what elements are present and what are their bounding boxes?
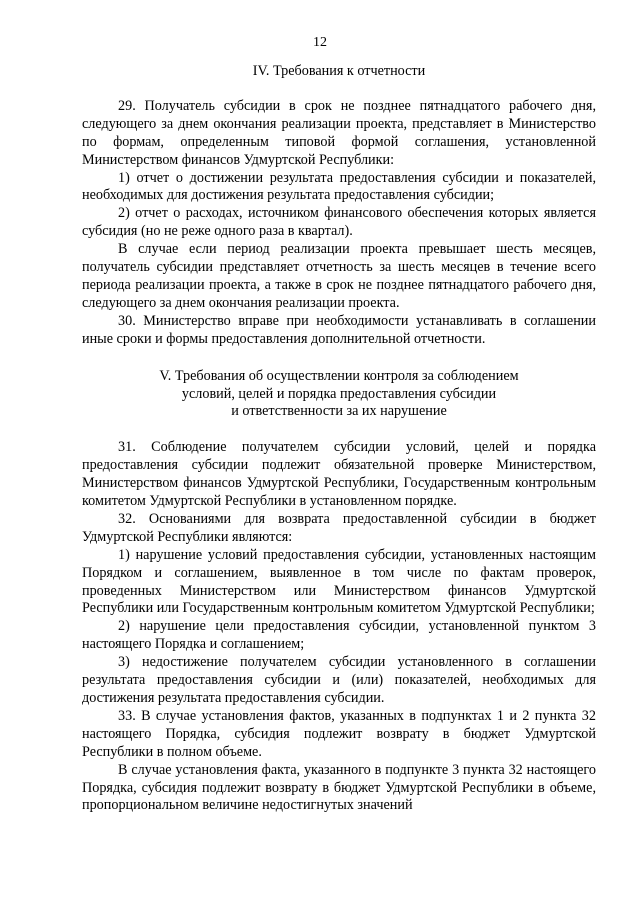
section-heading-4: IV. Требования к отчетности [252,63,426,79]
paragraph-31: 31. Соблюдение получателем субсидии условий, целей и порядка предоставления субсидии подлежит обязательной проверке Министерством, Министерством финансов Удмуртской Республики, Государственным контрольным комитетом Удмуртской Республики в установленном порядке. [82,439,596,510]
document-body [82,63,596,815]
paragraph-32: 32. Основаниями для возврата предоставленной субсидии в бюджет Удмуртской Республики являются: [82,510,596,545]
paragraph-33: 33. В случае установления фактов, указанных в подпунктах 1 и 2 пункта 32 настоящего Порядка, субсидия подлежит возврату в бюджет Удмуртской Республики в полном объеме. [82,707,596,760]
paragraph-29: 29. Получатель субсидии в срок не позднее пятнадцатого рабочего дня, следующего за днем окончания реализации проекта, представляет в Министерство по формам, определенным типовой формой соглашения, установленной Министерством финансов Удмуртской Республики: [82,97,596,168]
section-heading-5-line-1: V. Требования об осуществлении контроля за соблюдением [159,367,519,384]
paragraph-29-item-2: 2) отчет о расходах, источником финансового обеспечения которых является субсидия (но не реже одного раза в квартал). [82,205,596,240]
paragraph-33-note: В случае установления факта, указанного в подпункте 3 пункта 32 настоящего Порядка, субсидия подлежит возврату в бюджет Удмуртской Республики в объеме, пропорциональном величине недостигнутых значений [82,761,596,814]
paragraph-32-item-2: 2) нарушение цели предоставления субсидии, установленной пунктом 3 настоящего Порядка и соглашением; [82,618,596,653]
page-number: 12 [313,35,327,50]
paragraph-29-item-1: 1) отчет о достижении результата предоставления субсидии и показателей, необходимых для достижения результата предоставления субсидии; [82,169,596,204]
paragraph-32-item-1: 1) нарушение условий предоставления субсидии, установленных настоящим Порядком и соглашением, выявленное в том числе по фактам проверок, проведенных Министерством или Министерством финансов Удмуртской Республики или Государственным контрольным комитетом Удмуртской Республики; [82,546,596,617]
paragraph-32-item-3: 3) недостижение получателем субсидии установленного в соглашении результата предоставления субсидии и (или) показателей, необходимых для достижения результата предоставления субсидии. [82,654,596,706]
section-heading-5 [82,368,596,422]
section-heading-5-line-3: и ответственности за их нарушение [231,403,447,420]
paragraph-29-note: В случае если период реализации проекта превышает шесть месяцев, получатель субсидии представляет отчетность за шесть месяцев в течение всего периода реализации проекта, а также в срок не позднее пятнадцатого рабочего дня, следующего за днем окончания реализации проекта. [82,241,596,311]
paragraph-30: 30. Министерство вправе при необходимости устанавливать в соглашении иные сроки и формы предоставления дополнительной отчетности. [82,312,596,347]
section-heading-5-line-2: условий, целей и порядка предоставления субсидии [181,385,497,402]
